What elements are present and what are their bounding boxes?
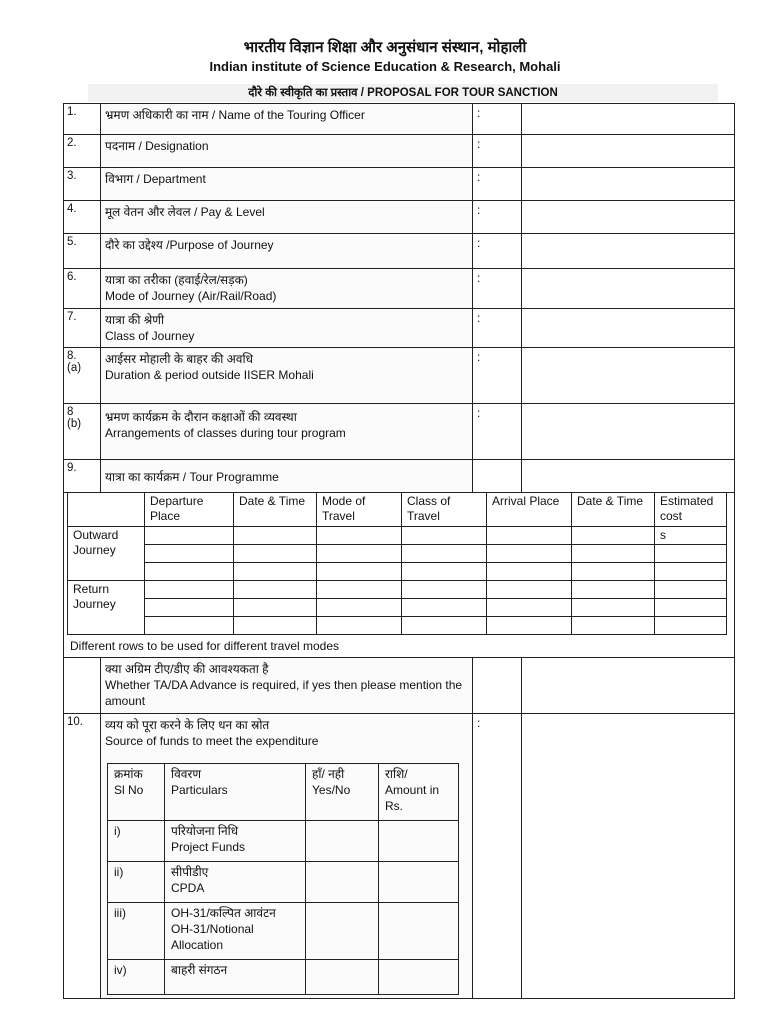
row-number: 5.	[64, 234, 101, 269]
funds-yes-no-cell[interactable]	[306, 862, 379, 903]
date-time-cell[interactable]	[234, 581, 317, 599]
row-number: 6.	[64, 269, 101, 309]
date-time-cell[interactable]	[572, 599, 655, 617]
class-of-journey-field[interactable]	[522, 309, 735, 348]
pay-level-field[interactable]	[522, 201, 735, 234]
travel-header-estimated-cost: Estimated cost	[655, 493, 727, 527]
row-number: 7.	[64, 309, 101, 348]
arrival-place-cell[interactable]	[487, 527, 572, 545]
form-row	[64, 201, 735, 234]
date-time-cell[interactable]	[234, 617, 317, 635]
arrival-place-cell[interactable]	[487, 617, 572, 635]
duration-field[interactable]	[522, 348, 735, 404]
row-label: यात्रा की श्रेणी Class of Journey	[101, 309, 473, 348]
travel-table-row	[64, 493, 735, 636]
estimated-cost-cell[interactable]	[655, 545, 727, 563]
funds-header-particulars: विवरण Particulars	[165, 764, 306, 821]
class-cell[interactable]	[402, 599, 487, 617]
estimated-cost-cell[interactable]	[655, 599, 727, 617]
travel-header-departure-place: Departure Place	[145, 493, 234, 527]
row-label: व्यय को पूरा करने के लिए धन का स्रोत Source of funds to meet the expenditure क्रमांक Sl No विवरण Particulars हाँ/ नही Yes/No राशि/ Amount in Rs. i) परियोजना निधि Project Funds ii) सीपीडीए CPDA iii) OH-31/कल्पित आवंटन OH-31/Notional Allocation iv) बाहरी संगठन	[101, 714, 473, 999]
departure-place-cell[interactable]	[145, 563, 234, 581]
class-cell[interactable]	[402, 527, 487, 545]
funds-header-yes-no: हाँ/ नही Yes/No	[306, 764, 379, 821]
funds-header-row	[108, 764, 459, 821]
departure-place-cell[interactable]	[145, 527, 234, 545]
date-time-cell[interactable]	[572, 563, 655, 581]
row-label: आईसर मोहाली के बाहर की अवधि Duration & period outside IISER Mohali	[101, 348, 473, 404]
table-row	[108, 821, 459, 862]
table-row	[108, 903, 459, 960]
funds-particulars: सीपीडीए CPDA	[165, 862, 306, 903]
travel-note: Different rows to be used for different travel modes	[64, 635, 735, 658]
table-row	[68, 545, 727, 563]
arrival-place-cell[interactable]	[487, 545, 572, 563]
table-row	[68, 581, 727, 599]
form-row	[64, 658, 735, 714]
row-label: विभाग / Department	[101, 168, 473, 201]
travel-header-arrival-place: Arrival Place	[487, 493, 572, 527]
row-label: भ्रमण अधिकारी का नाम / Name of the Touring Officer	[101, 104, 473, 135]
funds-yes-no-cell[interactable]	[306, 821, 379, 862]
row-number: 10.	[64, 714, 101, 999]
funds-slno: i)	[108, 821, 165, 862]
travel-header-blank	[68, 493, 145, 527]
date-time-cell[interactable]	[234, 545, 317, 563]
form-row	[64, 348, 735, 404]
departure-place-cell[interactable]	[145, 617, 234, 635]
travel-header-date-time: Date & Time	[234, 493, 317, 527]
table-row	[68, 599, 727, 617]
departure-place-cell[interactable]	[145, 581, 234, 599]
tour-proposal-form	[63, 103, 735, 999]
funds-yes-no-cell[interactable]	[306, 903, 379, 960]
row-label: क्या अग्रिम टीए/डीए की आवश्यकता है Whether TA/DA Advance is required, if yes then please mention the amount	[101, 658, 473, 714]
institute-title-english: Indian institute of Science Education & Research, Mohali	[209, 59, 561, 74]
form-row	[64, 269, 735, 309]
funds-amount-cell[interactable]	[379, 821, 459, 862]
row-colon: :	[473, 234, 522, 269]
form-row	[64, 234, 735, 269]
date-time-cell[interactable]	[572, 617, 655, 635]
mode-cell[interactable]	[317, 563, 402, 581]
row-label: भ्रमण कार्यक्रम के दौरान कक्षाओं की व्यवस्था Arrangements of classes during tour program	[101, 404, 473, 460]
departure-place-cell[interactable]	[145, 599, 234, 617]
mode-cell[interactable]	[317, 527, 402, 545]
class-cell[interactable]	[402, 617, 487, 635]
departure-place-cell[interactable]	[145, 545, 234, 563]
funds-slno: iii)	[108, 903, 165, 960]
funds-slno: ii)	[108, 862, 165, 903]
designation-field[interactable]	[522, 135, 735, 168]
estimated-cost-cell[interactable]	[655, 563, 727, 581]
row-colon: :	[473, 714, 522, 999]
mode-cell[interactable]	[317, 545, 402, 563]
form-row	[64, 168, 735, 201]
funds-amount-cell[interactable]	[379, 903, 459, 960]
travel-header-date-time: Date & Time	[572, 493, 655, 527]
row-number	[64, 658, 101, 714]
arrival-place-cell[interactable]	[487, 563, 572, 581]
row-number: 8. (a)	[64, 348, 101, 404]
row-label: यात्रा का कार्यक्रम / Tour Programme	[101, 460, 473, 493]
purpose-field[interactable]	[522, 234, 735, 269]
form-title: दौरे की स्वीकृति का प्रस्ताव / PROPOSAL FOR TOUR SANCTION	[88, 84, 718, 102]
form-row	[64, 309, 735, 348]
mode-of-journey-field[interactable]	[522, 269, 735, 309]
row-colon: :	[473, 201, 522, 234]
form-row	[64, 714, 735, 999]
row-colon: :	[473, 135, 522, 168]
row-label: यात्रा का तरीका (हवाई/रेल/सड़क) Mode of Journey (Air/Rail/Road)	[101, 269, 473, 309]
form-row	[64, 404, 735, 460]
travel-header-class: Class of Travel	[402, 493, 487, 527]
row-colon	[473, 460, 522, 493]
return-journey-label: Return Journey	[68, 581, 145, 635]
arrival-place-cell[interactable]	[487, 581, 572, 599]
mode-cell[interactable]	[317, 599, 402, 617]
row-colon: :	[473, 168, 522, 201]
estimated-cost-cell[interactable]: s	[655, 527, 727, 545]
funds-particulars: बाहरी संगठन	[165, 960, 306, 995]
class-arrangements-field[interactable]	[522, 404, 735, 460]
arrival-place-cell[interactable]	[487, 599, 572, 617]
advance-field[interactable]	[522, 658, 735, 714]
date-time-cell[interactable]	[234, 527, 317, 545]
department-field[interactable]	[522, 168, 735, 201]
travel-header-mode: Mode of Travel	[317, 493, 402, 527]
table-row	[108, 960, 459, 995]
funds-source-field[interactable]	[522, 714, 735, 999]
funds-table	[107, 763, 459, 995]
row-number: 2.	[64, 135, 101, 168]
funds-slno: iv)	[108, 960, 165, 995]
estimated-cost-cell[interactable]	[655, 581, 727, 599]
class-cell[interactable]	[402, 581, 487, 599]
mode-cell[interactable]	[317, 617, 402, 635]
row-number: 8 (b)	[64, 404, 101, 460]
row-colon: :	[473, 309, 522, 348]
row-colon: :	[473, 269, 522, 309]
funds-amount-cell[interactable]	[379, 862, 459, 903]
date-time-cell[interactable]	[572, 581, 655, 599]
funds-yes-no-cell[interactable]	[306, 960, 379, 995]
row-label: मूल वेतन और लेवल / Pay & Level	[101, 201, 473, 234]
row-colon: :	[473, 404, 522, 460]
funds-particulars: OH-31/कल्पित आवंटन OH-31/Notional Allocation	[165, 903, 306, 960]
institute-title-hindi: भारतीय विज्ञान शिक्षा और अनुसंधान संस्थान, मोहाली	[243, 39, 527, 56]
row-label: दौरे का उद्देश्य /Purpose of Journey	[101, 234, 473, 269]
funds-amount-cell[interactable]	[379, 960, 459, 995]
funds-particulars: परियोजना निधि Project Funds	[165, 821, 306, 862]
row-number: 3.	[64, 168, 101, 201]
travel-table	[67, 493, 727, 635]
row-label: पदनाम / Designation	[101, 135, 473, 168]
row-colon: :	[473, 348, 522, 404]
date-time-cell[interactable]	[234, 563, 317, 581]
class-cell[interactable]	[402, 563, 487, 581]
table-row	[68, 563, 727, 581]
row-number: 9.	[64, 460, 101, 493]
date-time-cell[interactable]	[572, 527, 655, 545]
row-number: 1.	[64, 104, 101, 135]
estimated-cost-cell[interactable]	[655, 617, 727, 635]
travel-note-row	[64, 635, 735, 658]
funds-header-amount: राशि/ Amount in Rs.	[379, 764, 459, 821]
row-number: 4.	[64, 201, 101, 234]
form-row	[64, 460, 735, 493]
table-row	[108, 862, 459, 903]
travel-table-cell	[64, 493, 735, 636]
mode-cell[interactable]	[317, 581, 402, 599]
touring-officer-name-field[interactable]	[522, 104, 735, 135]
row-colon: :	[473, 104, 522, 135]
table-row	[68, 527, 727, 545]
date-time-cell[interactable]	[572, 545, 655, 563]
form-row	[64, 104, 735, 135]
date-time-cell[interactable]	[234, 599, 317, 617]
tour-programme-field[interactable]	[522, 460, 735, 493]
row-colon	[473, 658, 522, 714]
class-cell[interactable]	[402, 545, 487, 563]
table-row	[68, 617, 727, 635]
form-row	[64, 135, 735, 168]
travel-header-row	[68, 493, 727, 527]
outward-journey-label: Outward Journey	[68, 527, 145, 581]
funds-header-slno: क्रमांक Sl No	[108, 764, 165, 821]
